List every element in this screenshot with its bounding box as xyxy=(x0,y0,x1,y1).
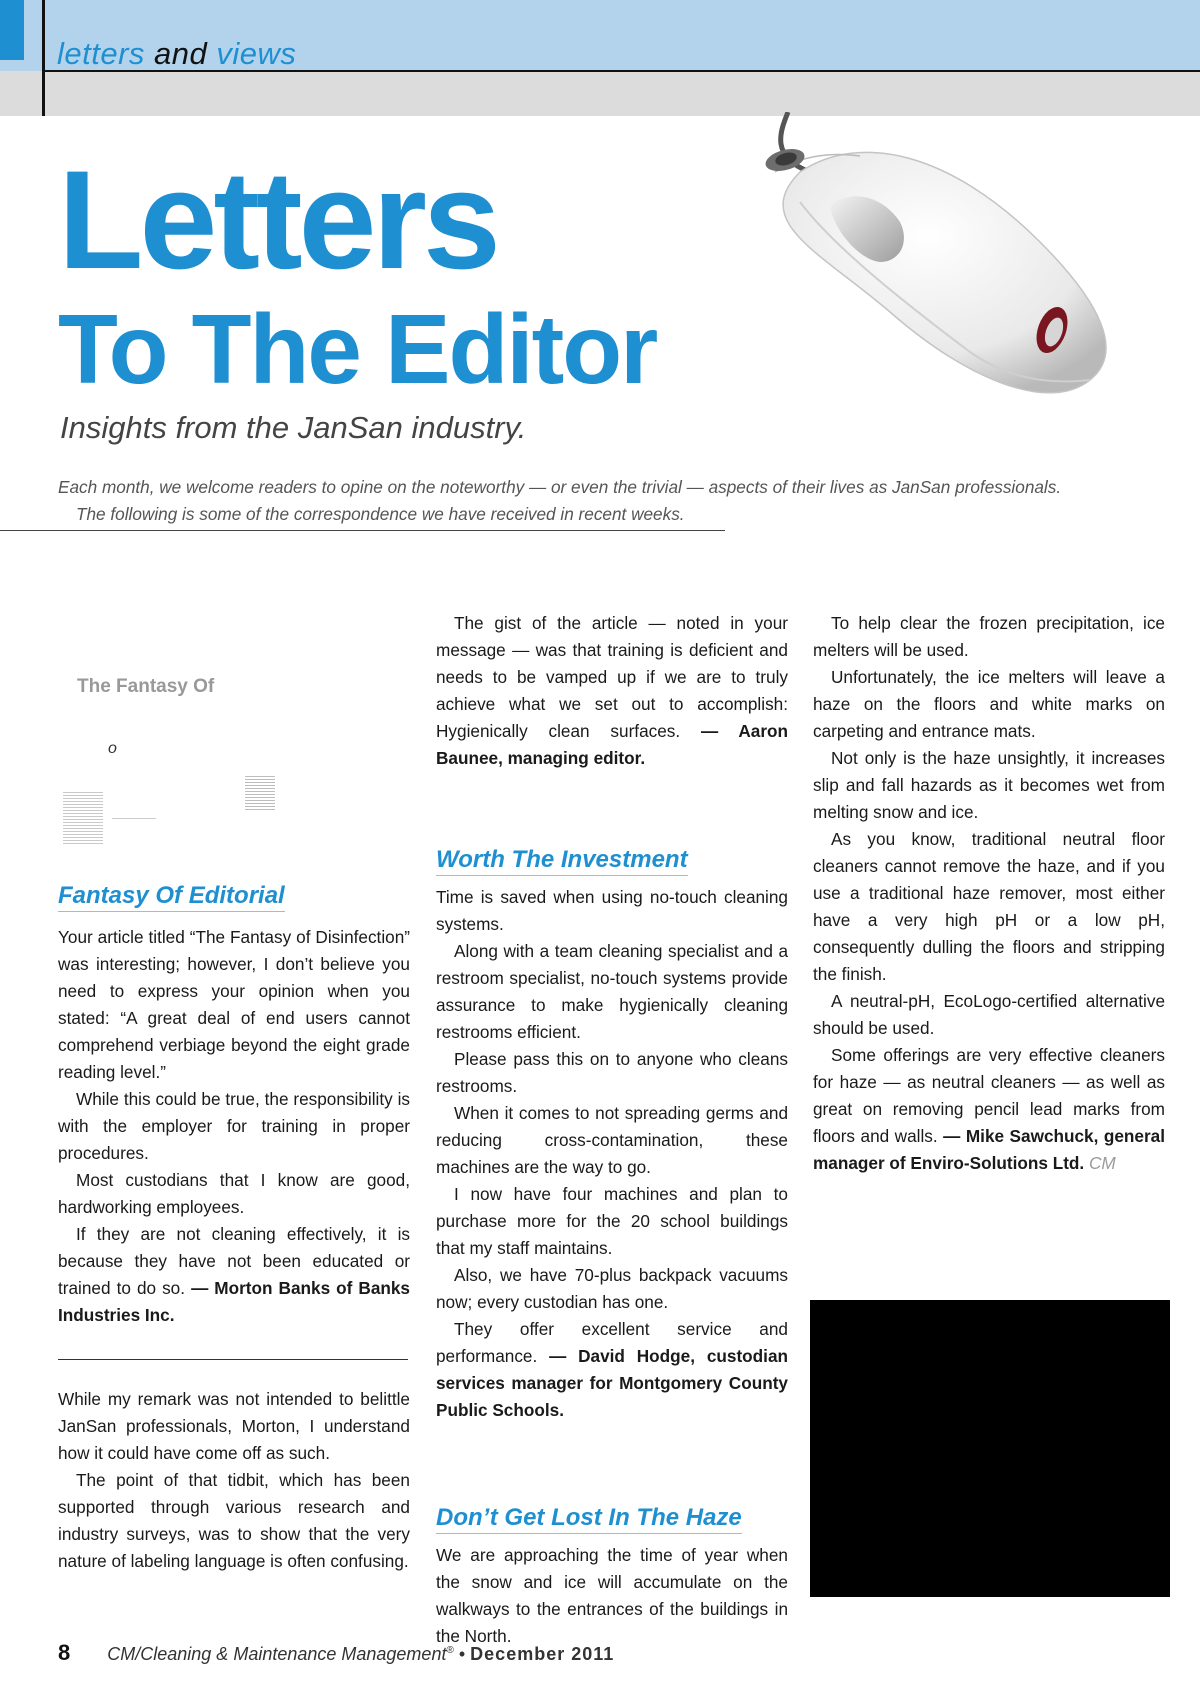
section-word-3: views xyxy=(216,36,297,71)
advertisement-block xyxy=(810,1300,1170,1597)
corner-accent xyxy=(0,0,24,60)
letter-2-paragraph: When it comes to not spreading germs and reducing cross-contamination, these machines are the way to go. xyxy=(436,1103,788,1177)
section-word-2: and xyxy=(154,36,208,71)
article-thumbnail-rule xyxy=(112,818,156,819)
letter-3-paragraph: A neutral-pH, EcoLogo-certified alternative should be used. xyxy=(813,991,1165,1038)
letter-3-paragraph: Not only is the haze unsightly, it increases slip and fall hazards as it becomes wet from melting snow and ice. xyxy=(813,748,1165,822)
intro-line-2: The following is some of the correspondence we have received in recent weeks. xyxy=(76,504,685,524)
letter-3-heading: Don’t Get Lost In The Haze xyxy=(436,1504,742,1534)
page-number: 8 xyxy=(58,1640,71,1665)
page-footer xyxy=(58,1640,614,1666)
letter-1-heading: Fantasy Of Editorial xyxy=(58,882,285,912)
letter-2-paragraph: Please pass this on to anyone who cleans restrooms. xyxy=(436,1049,788,1096)
intro-rule xyxy=(0,530,725,531)
letter-3-paragraph: Unfortunately, the ice melters will leave a haze on the floors and white marks on carpeting and entrance mats. xyxy=(813,667,1165,741)
column-rule xyxy=(58,1359,408,1360)
letter-2-paragraph: Time is saved when using no-touch cleaning systems. xyxy=(436,887,788,934)
reply-signature: — Aaron Baunee, managing editor. xyxy=(436,721,789,768)
publication-name: CM/Cleaning & Maintenance Management xyxy=(107,1644,447,1664)
letter-3-paragraph: As you know, traditional neutral floor cleaners cannot remove the haze, and if you use a traditional haze remover, most either have a very high pH or a low pH, consequently dulling the floors and stripping the finish. xyxy=(813,829,1165,984)
letter-3-paragraph xyxy=(813,1042,1165,1177)
intro-line-1: Each month, we welcome readers to opine on the noteworthy — or even the trivial — aspects of their lives as JanSan professionals. xyxy=(58,477,1062,497)
article-thumbnail-text xyxy=(63,792,103,844)
column-2-letter-2 xyxy=(436,846,788,1424)
page-subtitle: Insights from the JanSan industry. xyxy=(60,410,527,445)
letter-2-paragraph xyxy=(436,1316,788,1424)
letter-3-paragraph: We are approaching the time of year when the snow and ice will accumulate on the walkways to the entrances of the buildings in the North. xyxy=(436,1545,788,1646)
letter-3-paragraph: To help clear the frozen precipitation, ice melters will be used. xyxy=(813,613,1165,660)
page-title: Letters xyxy=(58,141,497,298)
section-tag xyxy=(57,36,296,72)
article-thumbnail-letter: o xyxy=(108,740,117,757)
letter-1-paragraph: Your article titled “The Fantasy of Disinfection” was interesting; however, I don’t believe you need to express your opinion when you stated: “A great deal of end users cannot comprehend verbiage beyond the eight grade reading level.” xyxy=(58,927,410,1082)
letter-2-paragraph: Also, we have 70-plus backpack vacuums now; every custodian has one. xyxy=(436,1265,788,1312)
letter-1-text: If they are not cleaning effectively, it is because they have not been educated or trained to do so. xyxy=(58,1224,410,1298)
letter-1-signature: — Morton Banks of Banks Industries Inc. xyxy=(58,1278,410,1325)
header-subband xyxy=(0,71,1200,116)
article-thumbnail-text-2 xyxy=(245,776,275,810)
letter-2-paragraph: Along with a team cleaning specialist and a restroom specialist, no-touch systems provide assurance to make hygienically cleaning restrooms efficient. xyxy=(436,941,788,1042)
column-2 xyxy=(436,610,788,772)
letter-1-paragraph xyxy=(58,1221,410,1329)
reply-paragraph: The point of that tidbit, which has been supported through various research and industry surveys, was to show that the very nature of labeling language is often confusing. xyxy=(58,1470,410,1571)
letter-2-text: They offer excellent service and performance. xyxy=(436,1319,788,1366)
letter-3-text: Some offerings are very effective cleaners for haze — as neutral cleaners — as well as great on removing pencil lead marks from floors and walls. xyxy=(813,1045,1165,1146)
column-2-letter-3 xyxy=(436,1504,788,1650)
reply-paragraph: While my remark was not intended to belittle JanSan professionals, Morton, I understand how it could have come off as such. xyxy=(58,1389,410,1463)
letter-1-paragraph: While this could be true, the responsibility is with the employer for training in proper procedures. xyxy=(58,1089,410,1163)
article-thumbnail-title: The Fantasy Of xyxy=(77,676,215,697)
registered-mark: ® xyxy=(446,1645,454,1656)
intro-text xyxy=(58,474,1138,528)
letter-1-paragraph: Most custodians that I know are good, hardworking employees. xyxy=(58,1170,410,1217)
column-3 xyxy=(813,610,1165,1177)
section-word-1: letters xyxy=(57,36,145,71)
issue-date: December 2011 xyxy=(470,1644,615,1664)
header-vertical-rule xyxy=(42,0,45,116)
page-title-line2: To The Editor xyxy=(58,294,657,404)
letter-2-signature: — David Hodge, custodian services manager for Montgomery County Public Schools. xyxy=(436,1346,789,1420)
letter-2-heading: Worth The Investment xyxy=(436,846,688,876)
computer-mouse-icon xyxy=(740,112,1140,432)
column-1 xyxy=(58,882,410,1329)
footer-bullet: • xyxy=(458,1644,466,1664)
letter-2-paragraph: I now have four machines and plan to purchase more for the 20 school buildings that my staff maintains. xyxy=(436,1184,788,1258)
reply-text: The gist of the article — noted in your message — was that training is deficient and needs to be vamped up if we are to truly achieve what we set out to accomplish: Hygienically clean surfaces. xyxy=(436,613,788,741)
reply-paragraph xyxy=(436,610,788,772)
end-mark: CM xyxy=(1088,1153,1116,1173)
column-1-reply xyxy=(58,1386,410,1575)
letter-3-signature: — Mike Sawchuck, general manager of Enviro-Solutions Ltd. xyxy=(813,1126,1166,1173)
